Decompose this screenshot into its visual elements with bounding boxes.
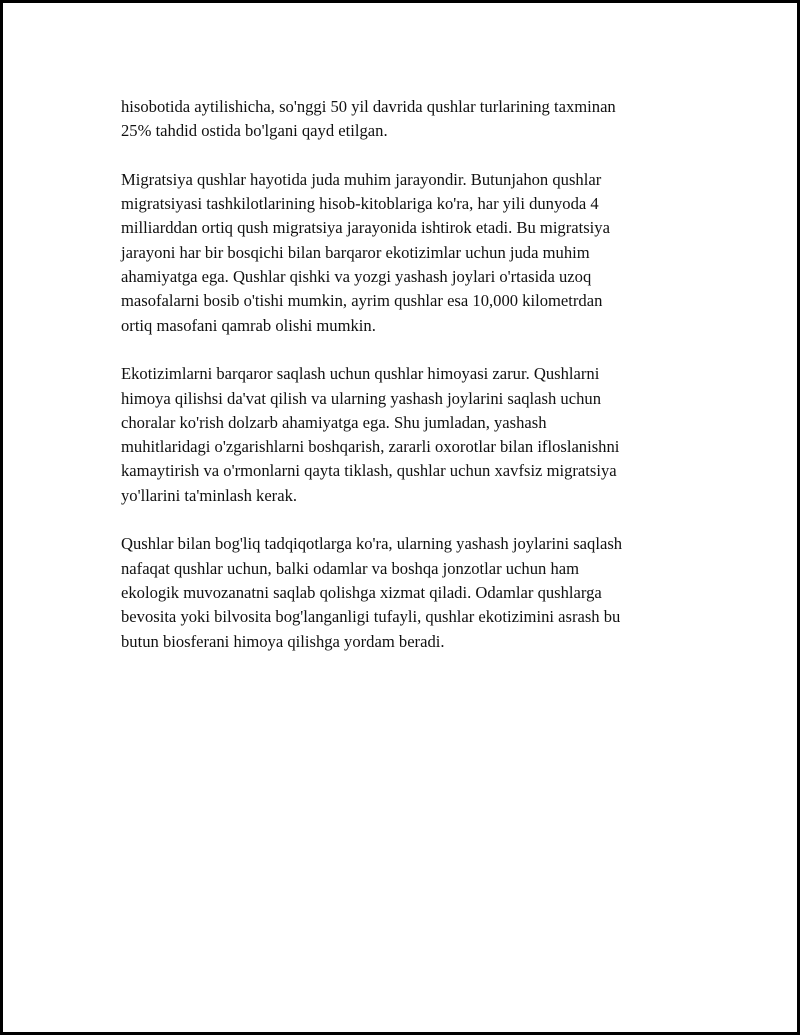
paragraph-continuation: hisobotida aytilishicha, so'nggi 50 yil davrida qushlar turlarining taxminan 25% tahdid ostida bo'lgani qayd etilgan. [121, 97, 616, 141]
paragraph-migration: Migratsiya qushlar hayotida juda muhim jarayondir. Butunjahon qushlar migratsiyasi tashkilotlarining hisob-kitoblariga ko'ra, har yili dunyoda 4 milliarddan ortiq qush migratsiya jarayonida ishtirok etadi. Bu migratsiya jarayoni har bir bosqichi bilan barqaror ekotizimlar uchun juda muhim ahamiyatga ega. Qushlar qishki va yozgi yashash joylari o'rtasida uzoq masofalarni bosib o'tishi mumkin, ayrim qushlar esa 10,000 kilometrdan ortiq masofani qamrab olishi mumkin. [121, 169, 610, 335]
paragraph-protection: Ekotizimlarni barqaror saqlash uchun qushlar himoyasi zarur. Qushlarni himoya qilishsi da'vat qilish va ularning yashash joylarini saqlash uchun choralar ko'rish dolzarb ahamiyatga ega. Shu jumladan, yashash muhitlaridagi o'zgarishlarni boshqarish, zararli oxorotlar bilan ifloslanishni kamaytirish va o'rmonlarni qayta tiklash, qushlar uchun xavfsiz migratsiya yo'llarini ta'minlash kerak. [121, 364, 620, 505]
document-body [121, 95, 691, 678]
paragraph-research: Qushlar bilan bog'liq tadqiqotlarga ko'ra, ularning yashash joylarini saqlash nafaqat qushlar uchun, balki odamlar va boshqa jonzotlar uchun ham ekologik muvozanatni saqlab qolishga xizmat qiladi. Odamlar qushlarga bevosita yoki bilvosita bog'langanligi tufayli, qushlar ekotizimini asrash bu butun biosferani himoya qilishga yordam beradi. [121, 534, 623, 651]
